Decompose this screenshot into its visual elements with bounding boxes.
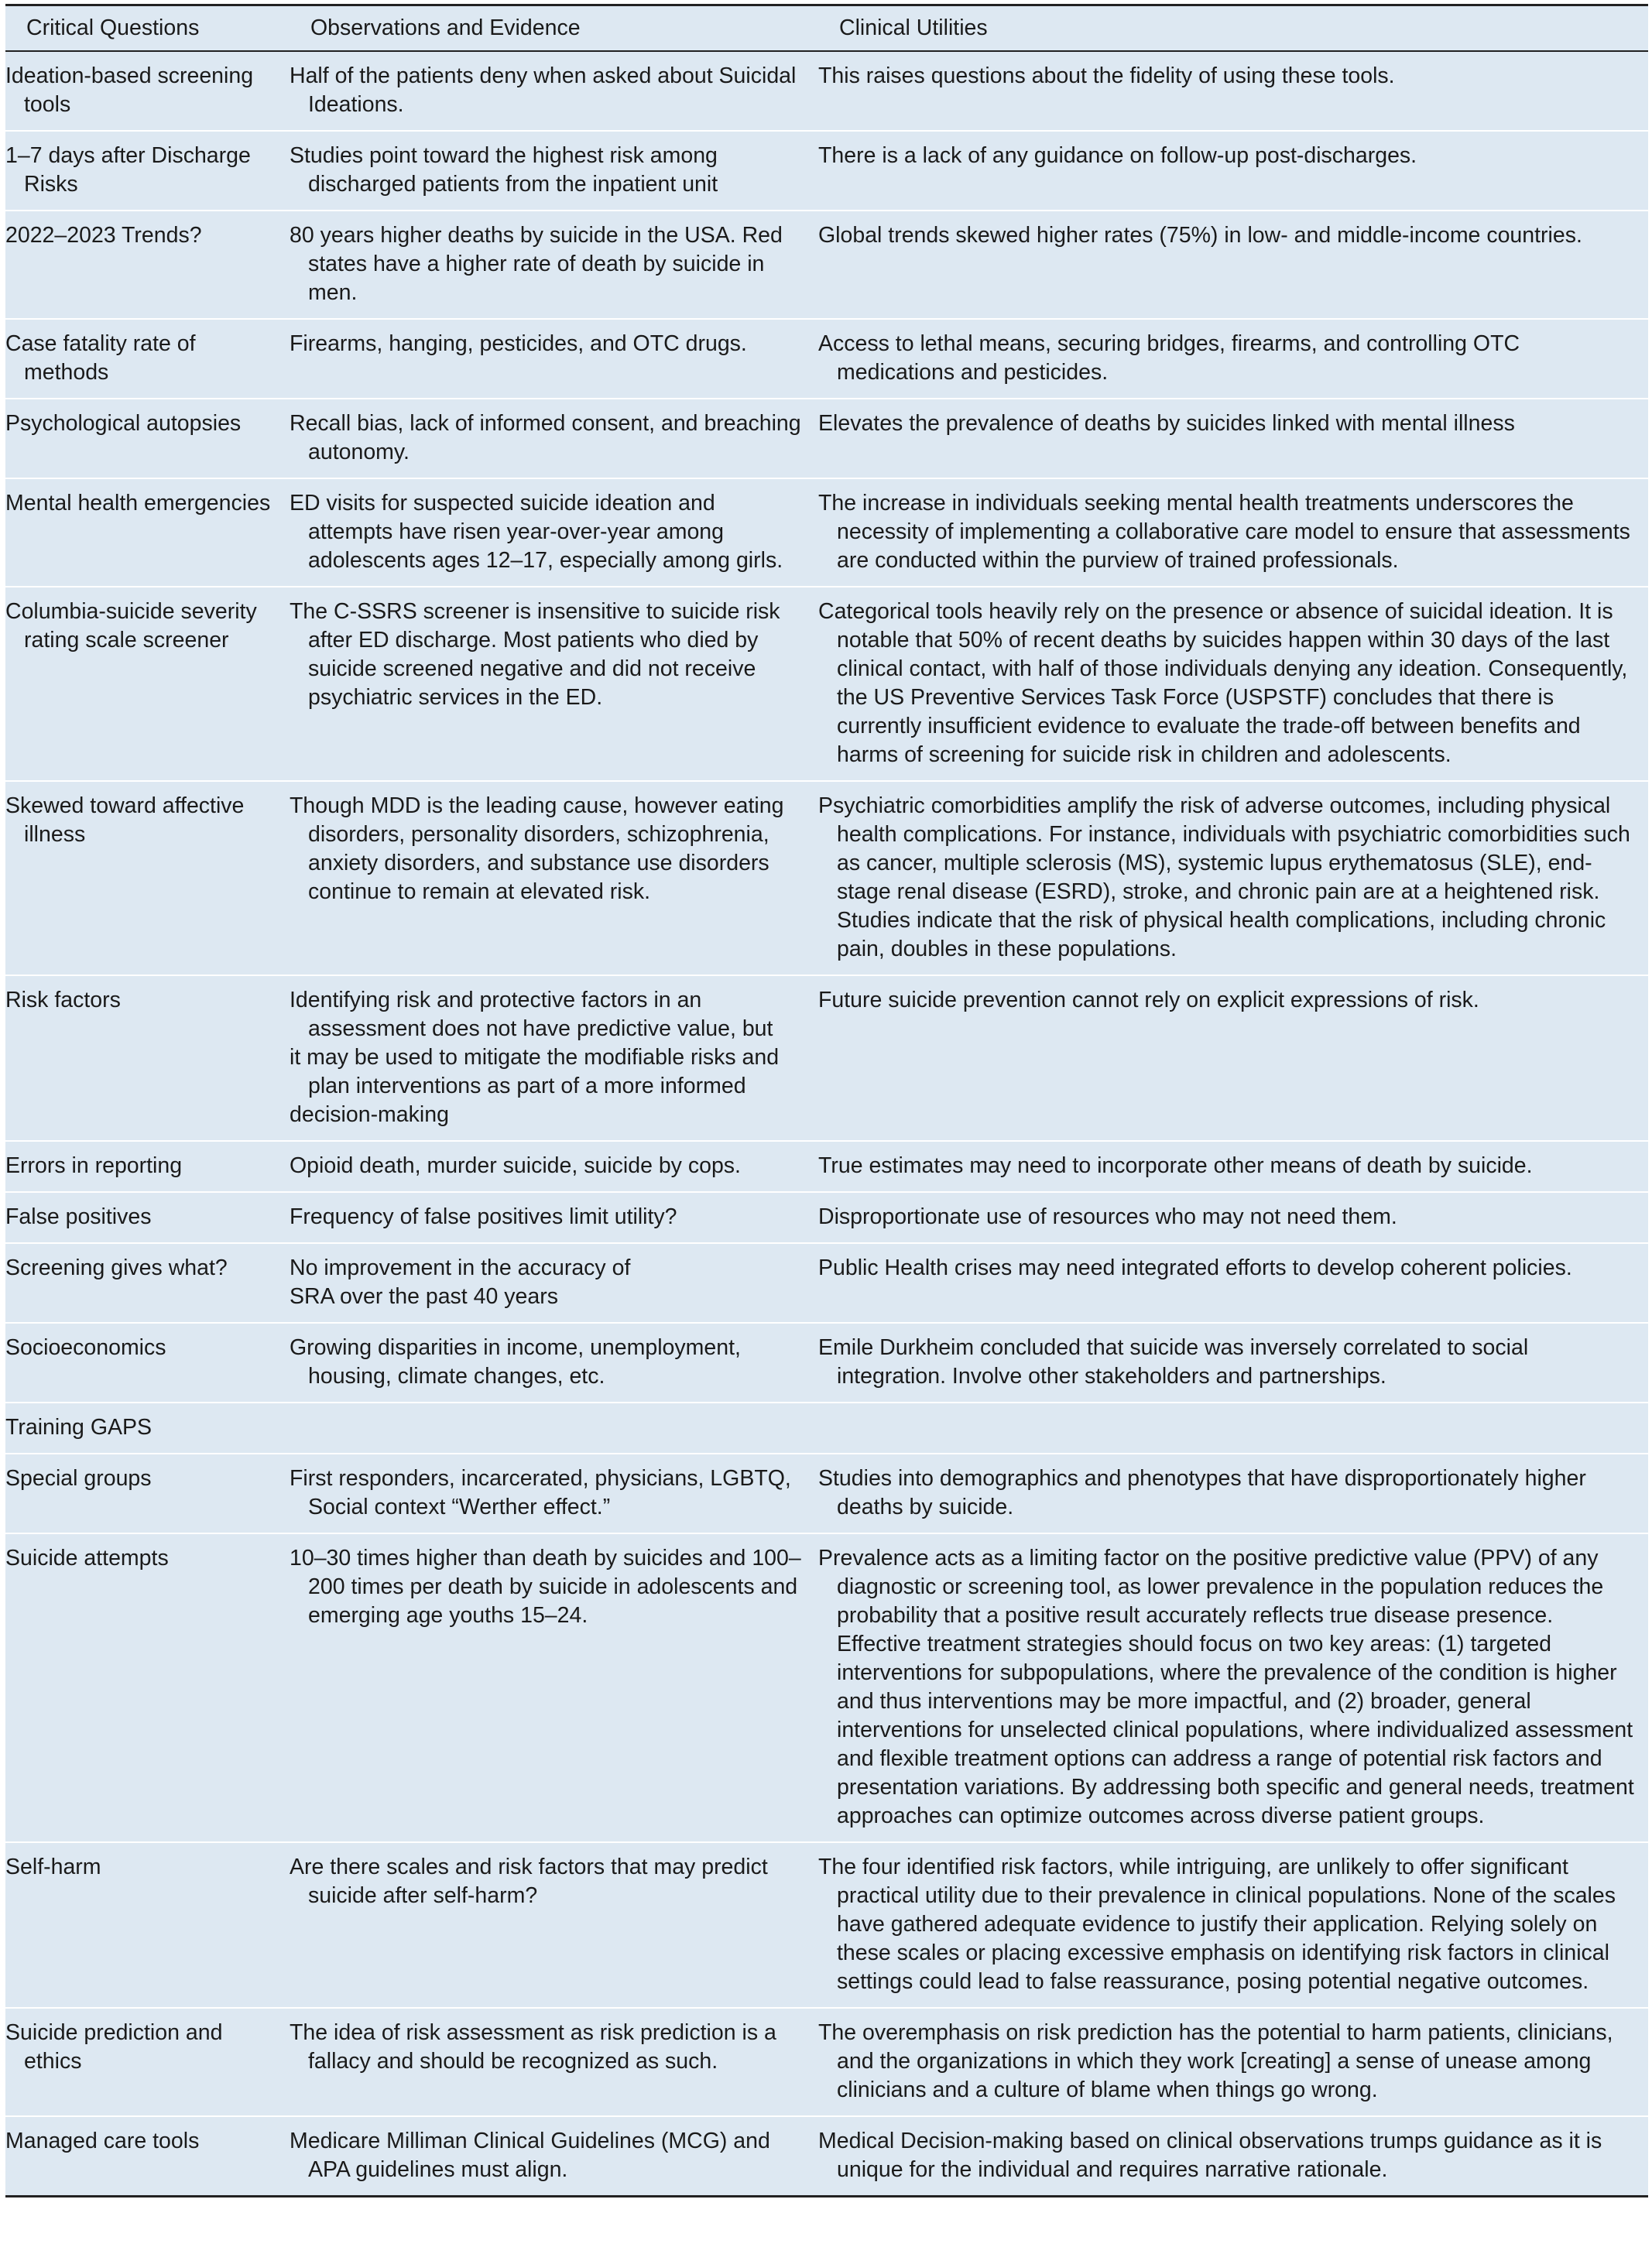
table-row: [5, 319, 1648, 399]
cell-observation-evidence: 10–30 times higher than death by suicides and 100–200 times per death by suicide in adolescents and emerging age youths 15–24.: [290, 1546, 801, 1628]
cell-critical-question: Managed care tools: [5, 2129, 200, 2153]
evidence-line: No improvement in the accuracy of: [290, 1255, 631, 1280]
table-header: [5, 5, 1648, 52]
cell-observation-evidence: The idea of risk assessment as risk prediction is a fallacy and should be recognized as such.: [290, 2020, 776, 2074]
cell-clinical-utility: [818, 1403, 1648, 1454]
table-row: [5, 781, 1648, 975]
cell-clinical-utility: This raises questions about the fidelity of using these tools.: [818, 63, 1395, 88]
header-observations-evidence: Observations and Evidence: [310, 15, 581, 40]
cell-observation-evidence: [290, 1403, 818, 1454]
cell-observation-evidence: Opioid death, murder suicide, suicide by cops.: [290, 1153, 741, 1178]
cell-clinical-utility: The overemphasis on risk prediction has the potential to harm patients, clinicians, and the organizations in which they work [creating] a sense of unease among clinicians and a culture of blame when things go wrong.: [818, 2020, 1613, 2102]
cell-clinical-utility: Future suicide prevention cannot rely on explicit expressions of risk.: [818, 988, 1479, 1012]
cell-observation-evidence: Half of the patients deny when asked about Suicidal Ideations.: [290, 63, 797, 117]
clinical-questions-table: [5, 4, 1648, 2197]
table-row: [5, 399, 1648, 478]
header-critical-questions: Critical Questions: [26, 15, 200, 40]
table-row: [5, 1403, 1648, 1454]
cell-critical-question: Suicide prediction and ethics: [5, 2020, 223, 2074]
evidence-line: decision-making: [290, 1102, 449, 1127]
cell-critical-question: Suicide attempts: [5, 1546, 169, 1571]
table-row: [5, 478, 1648, 587]
table-row: [5, 1243, 1648, 1323]
cell-clinical-utility: Access to lethal means, securing bridges, firearms, and controlling OTC medications and pesticides.: [818, 331, 1520, 385]
cell-critical-question: Skewed toward affective illness: [5, 793, 245, 847]
header-row: [5, 5, 1648, 52]
evidence-line: it may be used to mitigate the modifiable risks and plan interventions as part of a more informed: [290, 1045, 780, 1098]
cell-observation-evidence: Firearms, hanging, pesticides, and OTC drugs.: [290, 331, 747, 356]
cell-observation-evidence: Frequency of false positives limit utility?: [290, 1204, 677, 1229]
cell-observation-evidence: Medicare Milliman Clinical Guidelines (MCG) and APA guidelines must align.: [290, 2129, 770, 2182]
cell-critical-question: Self-harm: [5, 1855, 101, 1879]
cell-critical-question: False positives: [5, 1204, 152, 1229]
cell-clinical-utility: Studies into demographics and phenotypes that have disproportionately higher deaths by suicide.: [818, 1466, 1586, 1519]
cell-clinical-utility: Psychiatric comorbidities amplify the risk of adverse outcomes, including physical health complications. For instance, individuals with psychiatric comorbidities such as cancer, multiple sclerosis (MS), systemic lupus erythematosus (SLE), end-stage renal disease (ESRD), stroke, and chronic pain are at a heightened risk. Studies indicate that the risk of physical health complications, including chronic pain, doubles in these populations.: [818, 793, 1630, 961]
cell-critical-question: Ideation-based screening tools: [5, 63, 254, 117]
table-row: [5, 1192, 1648, 1243]
cell-critical-question: Training GAPS: [5, 1415, 153, 1440]
cell-observation-evidence: [290, 1243, 818, 1323]
cell-observation-evidence: 80 years higher deaths by suicide in the USA. Red states have a higher rate of death by suicide in men.: [290, 223, 783, 305]
cell-clinical-utility: Public Health crises may need integrated efforts to develop coherent policies.: [818, 1255, 1572, 1280]
table-row: [5, 211, 1648, 319]
cell-clinical-utility: Emile Durkheim concluded that suicide was inversely correlated to social integration. Involve other stakeholders and partnerships.: [818, 1335, 1529, 1389]
cell-critical-question: Psychological autopsies: [5, 411, 242, 436]
cell-observation-evidence: Are there scales and risk factors that may predict suicide after self-harm?: [290, 1855, 768, 1908]
table-row: [5, 975, 1648, 1141]
cell-observation-evidence: First responders, incarcerated, physicians, LGBTQ, Social context “Werther effect.”: [290, 1466, 791, 1519]
cell-critical-question: Mental health emergencies: [5, 491, 271, 516]
table-row: [5, 2116, 1648, 2197]
table-row: [5, 1842, 1648, 2008]
cell-critical-question: Screening gives what?: [5, 1255, 228, 1280]
table-row: [5, 1141, 1648, 1192]
cell-clinical-utility: There is a lack of any guidance on follow-up post-discharges.: [818, 143, 1417, 168]
cell-clinical-utility: Disproportionate use of resources who may not need them.: [818, 1204, 1397, 1229]
table-body: [5, 51, 1648, 2197]
cell-observation-evidence: Growing disparities in income, unemployment, housing, climate changes, etc.: [290, 1335, 741, 1389]
cell-observation-evidence: ED visits for suspected suicide ideation and attempts have risen year-over-year among adolescents ages 12–17, especially among girls.: [290, 491, 783, 573]
table-row: [5, 1323, 1648, 1403]
cell-clinical-utility: Medical Decision-making based on clinical observations trumps guidance as it is unique for the individual and requires narrative rationale.: [818, 2129, 1602, 2182]
cell-critical-question: Errors in reporting: [5, 1153, 183, 1178]
cell-critical-question: Socioeconomics: [5, 1335, 166, 1360]
table-row: [5, 51, 1648, 131]
cell-critical-question: 1–7 days after Discharge Risks: [5, 143, 251, 197]
cell-clinical-utility: Elevates the prevalence of deaths by suicides linked with mental illness: [818, 411, 1515, 436]
cell-observation-evidence: Though MDD is the leading cause, however eating disorders, personality disorders, schizophrenia, anxiety disorders, and substance use disorders continue to remain at elevated risk.: [290, 793, 784, 904]
cell-clinical-utility: The four identified risk factors, while intriguing, are unlikely to offer significant practical utility due to their prevalence in clinical populations. None of the scales have gathered adequate evidence to justify their application. Relying solely on these scales or placing excessive emphasis on identifying risk factors in clinical settings could lead to false reassurance, posing potential negative outcomes.: [818, 1855, 1616, 1994]
cell-clinical-utility: Prevalence acts as a limiting factor on the positive predictive value (PPV) of any diagnostic or screening tool, as lower prevalence in the population reduces the probability that a positive result accurately reflects true disease presence. Effective treatment strategies should focus on two key areas: (1) targeted interventions for subpopulations, where the prevalence of the condition is higher and thus interventions may be more impactful, and (2) broader, general interventions for unselected clinical populations, where individualized assessment and flexible treatment options can address a range of potential risk factors and presentation variations. By addressing both specific and general needs, treatment approaches can optimize outcomes across diverse patient groups.: [818, 1546, 1634, 1828]
table-row: [5, 1533, 1648, 1842]
table-row: [5, 2008, 1648, 2116]
table-row: [5, 587, 1648, 781]
cell-critical-question: Case fatality rate of methods: [5, 331, 196, 385]
cell-observation-evidence: Recall bias, lack of informed consent, and breaching autonomy.: [290, 411, 801, 464]
evidence-line: Identifying risk and protective factors in an assessment does not have predictive value, but: [290, 988, 773, 1041]
table-row: [5, 131, 1648, 211]
cell-clinical-utility: Global trends skewed higher rates (75%) in low- and middle-income countries.: [818, 223, 1582, 248]
table-row: [5, 1454, 1648, 1533]
evidence-line: SRA over the past 40 years: [290, 1284, 558, 1309]
cell-clinical-utility: Categorical tools heavily rely on the presence or absence of suicidal ideation. It is notable that 50% of recent deaths by suicides happen within 30 days of the last clinical contact, with half of those individuals denying any ideation. Consequently, the US Preventive Services Task Force (USPSTF) concludes that there is currently insufficient evidence to evaluate the trade-off between benefits and harms of screening for suicide risk in children and adolescents.: [818, 599, 1628, 767]
cell-observation-evidence: Studies point toward the highest risk among discharged patients from the inpatient unit: [290, 143, 718, 197]
cell-observation-evidence: The C-SSRS screener is insensitive to suicide risk after ED discharge. Most patients who died by suicide screened negative and did not receive psychiatric services in the ED.: [290, 599, 780, 710]
cell-critical-question: 2022–2023 Trends?: [5, 223, 202, 248]
cell-clinical-utility: True estimates may need to incorporate other means of death by suicide.: [818, 1153, 1533, 1178]
cell-critical-question: Risk factors: [5, 988, 121, 1012]
cell-critical-question: Columbia-suicide severity rating scale screener: [5, 599, 257, 653]
cell-observation-evidence: [290, 975, 818, 1141]
header-clinical-utilities: Clinical Utilities: [839, 15, 988, 40]
cell-clinical-utility: The increase in individuals seeking mental health treatments underscores the necessity of implementing a collaborative care model to ensure that assessments are conducted within the purview of trained professionals.: [818, 491, 1630, 573]
cell-critical-question: Special groups: [5, 1466, 152, 1491]
